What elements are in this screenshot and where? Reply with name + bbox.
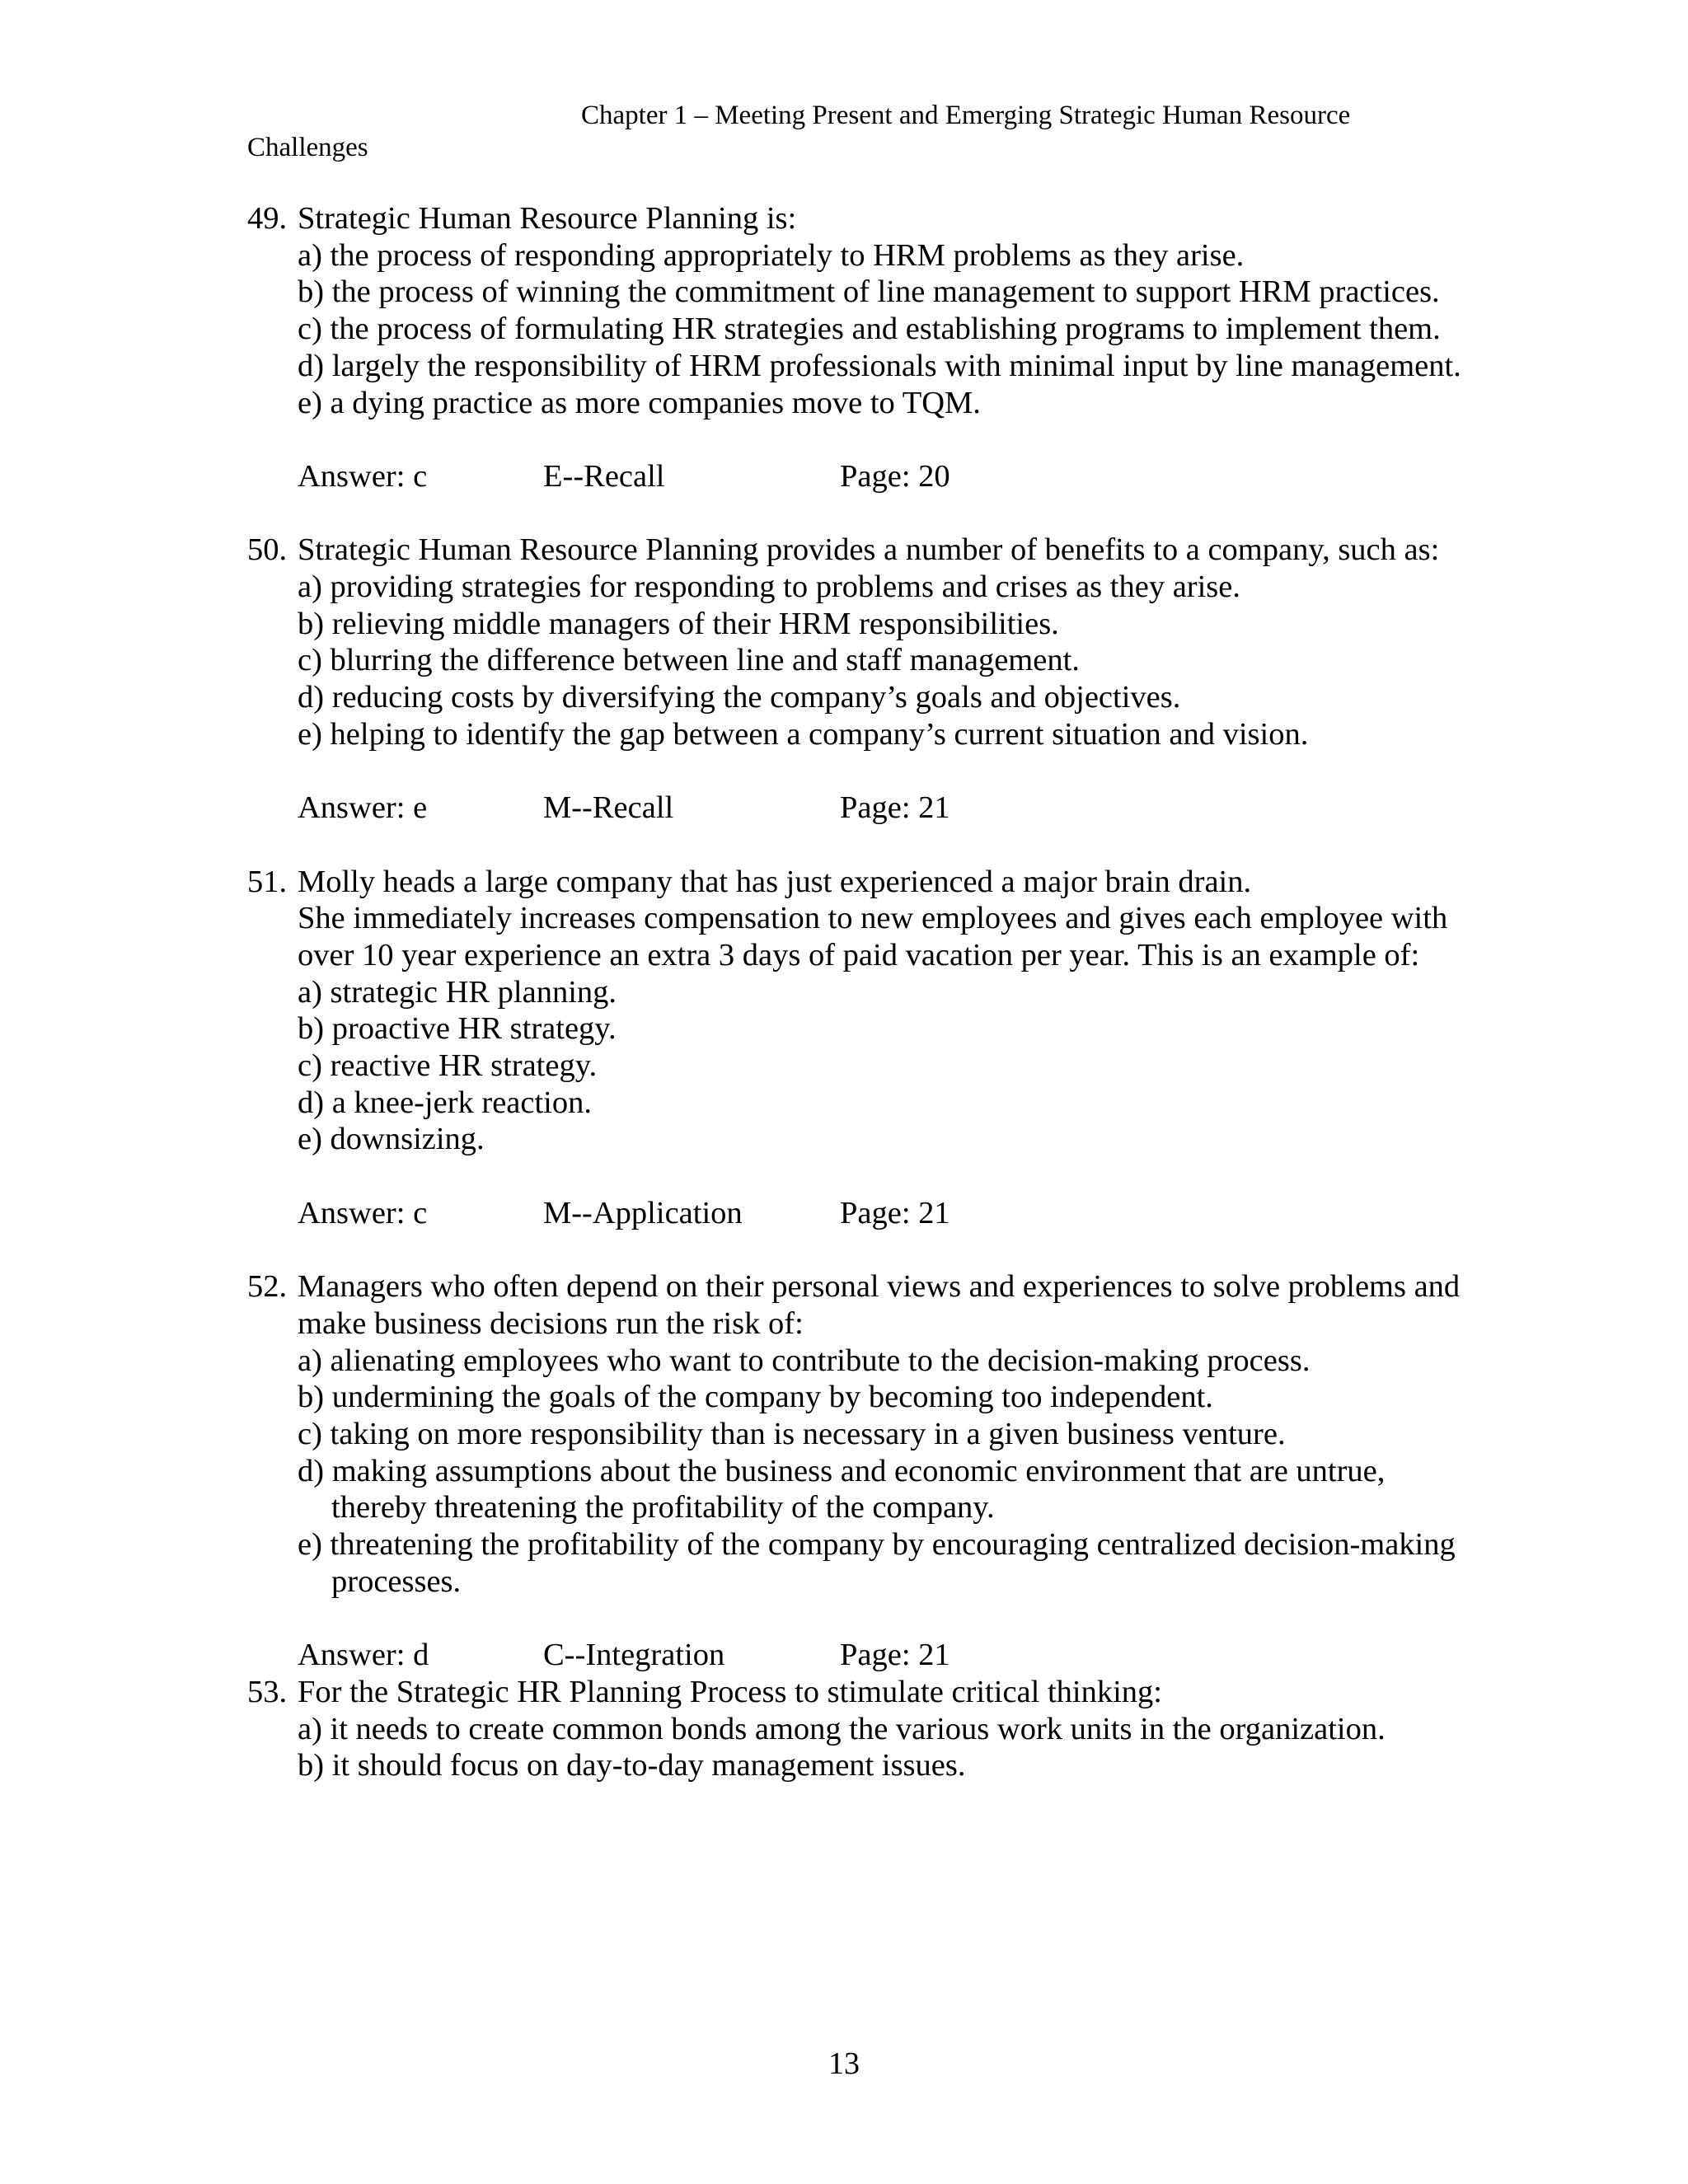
answer-option-b: b) proactive HR strategy. — [298, 1011, 617, 1047]
answer-option-c: c) reactive HR strategy. — [298, 1048, 598, 1084]
answer-option-e: e) helping to identify the gap between a company’s current situation and vision. — [298, 716, 1309, 752]
question-stem — [247, 1674, 1467, 1711]
question-text: Strategic Human Resource Planning is: — [298, 201, 797, 236]
answer-option-c: c) taking on more responsibility than is necessary in a given business venture. — [298, 1417, 1286, 1452]
answer-option-b: b) undermining the goals of the company by becoming too independent. — [298, 1380, 1213, 1415]
question-number: 52. — [247, 1269, 288, 1305]
answer-option-c: c) the process of formulating HR strategies and establishing programs to implement them. — [298, 312, 1441, 347]
question-stem — [247, 200, 1467, 237]
page-reference: Page: 21 — [840, 790, 950, 826]
answer-key-row — [298, 790, 1467, 827]
answer-option-a: a) strategic HR planning. — [298, 974, 617, 1010]
answer-key-row — [298, 1195, 1467, 1232]
running-header: Chapter 1 – Meeting Present and Emerging Strategic Human Resource — [581, 101, 1351, 130]
question-49 — [247, 200, 1467, 532]
page-reference: Page: 21 — [840, 1195, 950, 1230]
question-52 — [247, 1268, 1467, 1674]
question-text: For the Strategic HR Planning Process to stimulate critical thinking: — [298, 1674, 1162, 1709]
question-number: 53. — [247, 1674, 288, 1709]
answer-option-e: e) downsizing. — [298, 1122, 485, 1157]
answer-option-d: d) reducing costs by diversifying the company’s goals and objectives. — [298, 680, 1181, 715]
answer-option-a: a) providing strategies for responding to problems and crises as they arise. — [298, 569, 1241, 604]
question-number: 51. — [247, 864, 288, 899]
difficulty-level: C--Integration — [543, 1638, 725, 1673]
answer-option-c: c) blurring the difference between line and staff management. — [298, 643, 1080, 678]
answer-key-row — [298, 458, 1467, 495]
answer-option-a: a) alienating employees who want to contribute to the decision-making process. — [298, 1343, 1311, 1378]
difficulty-level: M--Recall — [543, 790, 674, 826]
question-stem — [247, 864, 1467, 901]
question-51 — [247, 864, 1467, 1269]
question-stem — [247, 532, 1467, 569]
question-stem — [247, 1268, 1467, 1342]
answer-option-a: a) it needs to create common bonds among the various work units in the organization. — [298, 1711, 1386, 1746]
answer-key: Answer: c — [298, 458, 428, 494]
question-number: 50. — [247, 532, 288, 568]
question-53 — [247, 1674, 1467, 1784]
page-reference: Page: 20 — [840, 458, 950, 494]
question-list — [247, 200, 1467, 1784]
answer-option-d: d) a knee-jerk reaction. — [298, 1085, 592, 1120]
question-number: 49. — [247, 201, 288, 236]
answer-option-b: b) it should focus on day-to-day management issues. — [298, 1748, 966, 1783]
answer-option-d: d) making assumptions about the business and economic environment that are untrue, thereby threatening the profitability of the company. — [298, 1453, 1386, 1526]
question-text: Molly heads a large company that has just experienced a major brain drain. — [298, 864, 1252, 899]
difficulty-level: E--Recall — [543, 458, 665, 494]
difficulty-level: M--Application — [543, 1195, 743, 1230]
question-text: Strategic Human Resource Planning provides a number of benefits to a company, such as: — [298, 532, 1440, 568]
page-reference: Page: 21 — [840, 1638, 950, 1673]
answer-option-e: e) threatening the profitability of the company by encouraging centralized decision-making processes. — [298, 1527, 1456, 1599]
answer-option-b: b) relieving middle managers of their HRM responsibilities. — [298, 606, 1059, 641]
question-50 — [247, 532, 1467, 863]
page-number: 13 — [828, 2046, 860, 2081]
answer-option-d: d) largely the responsibility of HRM professionals with minimal input by line management. — [298, 348, 1461, 383]
answer-option-b: b) the process of winning the commitment of line management to support HRM practices. — [298, 274, 1440, 310]
running-header-continued: Challenges — [247, 133, 368, 162]
question-text: Managers who often depend on their personal views and experiences to solve problems and make business decisions run the risk of: — [298, 1269, 1461, 1341]
answer-key-row — [298, 1637, 1467, 1674]
question-text-continued: She immediately increases compensation to new employees and gives each employee with over 10 year experience an extra 3 days of paid vacation per year. This is an example of: — [298, 901, 1448, 972]
answer-option-a: a) the process of responding appropriately to HRM problems as they arise. — [298, 237, 1245, 273]
answer-key: Answer: e — [298, 790, 428, 826]
answer-option-e: e) a dying practice as more companies move to TQM. — [298, 385, 981, 420]
answer-key: Answer: d — [298, 1638, 429, 1673]
answer-key: Answer: c — [298, 1195, 428, 1230]
